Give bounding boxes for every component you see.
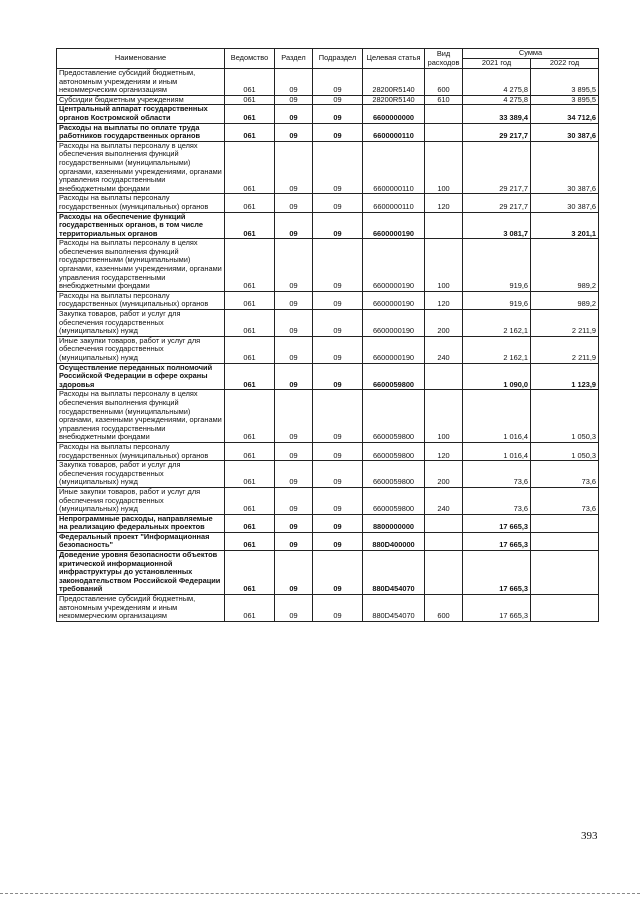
cell-target: 6600000190 <box>363 291 425 309</box>
cell-2022: 73,6 <box>531 487 599 514</box>
cell-2022: 989,2 <box>531 239 599 292</box>
table-row <box>57 442 599 460</box>
cell-exptype: 120 <box>425 194 463 212</box>
cell-target: 6600059800 <box>363 461 425 488</box>
cell-dept: 061 <box>225 105 275 123</box>
cell-target: 28200R5140 <box>363 69 425 96</box>
cell-dept: 061 <box>225 595 275 622</box>
cell-2022: 3 201,1 <box>531 212 599 239</box>
cell-exptype: 100 <box>425 141 463 194</box>
cell-exptype: 120 <box>425 442 463 460</box>
cell-section: 09 <box>275 461 313 488</box>
table-header <box>57 49 599 69</box>
table-body <box>57 69 599 622</box>
cell-2022: 30 387,6 <box>531 141 599 194</box>
cell-exptype: 200 <box>425 461 463 488</box>
table-row <box>57 461 599 488</box>
cell-name: Расходы на выплаты персоналу государственных (муниципальных) органов <box>57 194 225 212</box>
cell-name: Расходы на выплаты персоналу в целях обеспечения выполнения функций государственными (муниципальными) органами, казенными учреждениями, органами управления государственными внебюджетными фондами <box>57 390 225 443</box>
cell-target: 6600000110 <box>363 123 425 141</box>
cell-exptype: 100 <box>425 239 463 292</box>
cell-section: 09 <box>275 69 313 96</box>
cell-section: 09 <box>275 95 313 105</box>
cell-name: Иные закупки товаров, работ и услуг для обеспечения государственных (муниципальных) нужд <box>57 487 225 514</box>
cell-section: 09 <box>275 595 313 622</box>
cell-target: 6600000110 <box>363 141 425 194</box>
cell-2022: 1 050,3 <box>531 442 599 460</box>
cell-section: 09 <box>275 363 313 390</box>
cell-subsection: 09 <box>313 363 363 390</box>
cell-2021: 17 665,3 <box>463 551 531 595</box>
cell-name: Расходы на выплаты по оплате труда работников государственных органов <box>57 123 225 141</box>
cell-exptype <box>425 212 463 239</box>
cell-2021: 1 090,0 <box>463 363 531 390</box>
cell-name: Расходы на выплаты персоналу государственных (муниципальных) органов <box>57 291 225 309</box>
cell-2021: 4 275,8 <box>463 69 531 96</box>
cell-2022: 2 211,9 <box>531 336 599 363</box>
cell-name: Осуществление переданных полномочий Российской Федерации в сфере охраны здоровья <box>57 363 225 390</box>
cell-2022 <box>531 595 599 622</box>
cell-subsection: 09 <box>313 239 363 292</box>
cell-2021: 3 081,7 <box>463 212 531 239</box>
cell-2022: 3 895,5 <box>531 69 599 96</box>
header-2021: 2021 год <box>463 59 531 69</box>
cell-name: Закупка товаров, работ и услуг для обеспечения государственных (муниципальных) нужд <box>57 310 225 337</box>
cell-2022: 3 895,5 <box>531 95 599 105</box>
cell-dept: 061 <box>225 212 275 239</box>
cell-dept: 061 <box>225 442 275 460</box>
cell-subsection: 09 <box>313 291 363 309</box>
cell-exptype: 200 <box>425 310 463 337</box>
cell-2022: 30 387,6 <box>531 123 599 141</box>
cell-2021: 73,6 <box>463 461 531 488</box>
cell-target: 28200R5140 <box>363 95 425 105</box>
table-row <box>57 595 599 622</box>
cell-name: Предоставление субсидий бюджетным, автономным учреждениям и иным некоммерческим организациям <box>57 595 225 622</box>
cell-subsection: 09 <box>313 390 363 443</box>
cell-dept: 061 <box>225 390 275 443</box>
table-row <box>57 532 599 550</box>
cell-dept: 061 <box>225 291 275 309</box>
cell-name: Доведение уровня безопасности объектов критической информационной инфраструктуры до установленных законодательством Российской Федерации требований <box>57 551 225 595</box>
cell-2022 <box>531 532 599 550</box>
cell-target: 880D454070 <box>363 551 425 595</box>
cell-subsection: 09 <box>313 69 363 96</box>
table-row <box>57 291 599 309</box>
cell-2022: 30 387,6 <box>531 194 599 212</box>
cell-2021: 73,6 <box>463 487 531 514</box>
cell-target: 6600000190 <box>363 239 425 292</box>
budget-table <box>56 48 599 622</box>
cell-2022: 1 050,3 <box>531 390 599 443</box>
table-row <box>57 514 599 532</box>
cell-target: 6600000190 <box>363 336 425 363</box>
cell-2022 <box>531 514 599 532</box>
cell-2021: 29 217,7 <box>463 194 531 212</box>
cell-name: Предоставление субсидий бюджетным, автономным учреждениям и иным некоммерческим организациям <box>57 69 225 96</box>
cell-2022: 989,2 <box>531 291 599 309</box>
cell-subsection: 09 <box>313 141 363 194</box>
cell-name: Расходы на выплаты персоналу в целях обеспечения выполнения функций государственными (муниципальными) органами, казенными учреждениями, органами управления государственными внебюджетными фондами <box>57 141 225 194</box>
cell-target: 6600059800 <box>363 363 425 390</box>
table-row <box>57 141 599 194</box>
cell-section: 09 <box>275 442 313 460</box>
cell-dept: 061 <box>225 532 275 550</box>
cell-exptype <box>425 105 463 123</box>
cell-name: Субсидии бюджетным учреждениям <box>57 95 225 105</box>
cell-dept: 061 <box>225 95 275 105</box>
cell-target: 6600059800 <box>363 442 425 460</box>
cell-target: 8800000000 <box>363 514 425 532</box>
cell-2021: 29 217,7 <box>463 123 531 141</box>
table-row <box>57 551 599 595</box>
cell-section: 09 <box>275 141 313 194</box>
cell-dept: 061 <box>225 310 275 337</box>
cell-section: 09 <box>275 291 313 309</box>
cell-section: 09 <box>275 514 313 532</box>
cell-section: 09 <box>275 212 313 239</box>
cell-dept: 061 <box>225 123 275 141</box>
cell-name: Центральный аппарат государственных органов Костромской области <box>57 105 225 123</box>
cell-subsection: 09 <box>313 212 363 239</box>
cell-dept: 061 <box>225 487 275 514</box>
cell-dept: 061 <box>225 69 275 96</box>
table-row <box>57 95 599 105</box>
cell-section: 09 <box>275 532 313 550</box>
cell-name: Иные закупки товаров, работ и услуг для обеспечения государственных (муниципальных) нужд <box>57 336 225 363</box>
cell-2022: 1 123,9 <box>531 363 599 390</box>
page-number: 393 <box>581 830 598 842</box>
table-row <box>57 212 599 239</box>
cell-subsection: 09 <box>313 105 363 123</box>
cell-dept: 061 <box>225 194 275 212</box>
cell-2021: 2 162,1 <box>463 336 531 363</box>
cell-exptype: 120 <box>425 291 463 309</box>
table-row <box>57 487 599 514</box>
table-row <box>57 239 599 292</box>
cell-exptype <box>425 551 463 595</box>
cell-exptype: 240 <box>425 336 463 363</box>
cell-2021: 919,6 <box>463 239 531 292</box>
cell-section: 09 <box>275 551 313 595</box>
cell-target: 6600000190 <box>363 310 425 337</box>
cell-target: 880D400000 <box>363 532 425 550</box>
cell-subsection: 09 <box>313 551 363 595</box>
cell-dept: 061 <box>225 514 275 532</box>
cell-2021: 919,6 <box>463 291 531 309</box>
cell-2022 <box>531 551 599 595</box>
cell-subsection: 09 <box>313 442 363 460</box>
table-row <box>57 194 599 212</box>
header-section: Раздел <box>275 49 313 69</box>
cell-dept: 061 <box>225 363 275 390</box>
cell-target: 6600059800 <box>363 390 425 443</box>
budget-table-sheet <box>56 48 598 622</box>
cell-2021: 4 275,8 <box>463 95 531 105</box>
cell-subsection: 09 <box>313 336 363 363</box>
cell-2021: 33 389,4 <box>463 105 531 123</box>
cell-subsection: 09 <box>313 595 363 622</box>
cell-subsection: 09 <box>313 487 363 514</box>
cell-section: 09 <box>275 194 313 212</box>
header-target: Целевая статья <box>363 49 425 69</box>
cell-dept: 061 <box>225 239 275 292</box>
header-subsection: Подраздел <box>313 49 363 69</box>
cell-subsection: 09 <box>313 194 363 212</box>
header-exptype: Вид расходов <box>425 49 463 69</box>
cell-target: 880D454070 <box>363 595 425 622</box>
cell-section: 09 <box>275 239 313 292</box>
table-row <box>57 336 599 363</box>
cell-name: Расходы на обеспечение функций государственных органов, в том числе территориальных органов <box>57 212 225 239</box>
cell-subsection: 09 <box>313 95 363 105</box>
cell-exptype: 100 <box>425 390 463 443</box>
cell-dept: 061 <box>225 336 275 363</box>
cell-name: Расходы на выплаты персоналу государственных (муниципальных) органов <box>57 442 225 460</box>
cell-target: 6600000190 <box>363 212 425 239</box>
cell-exptype <box>425 123 463 141</box>
table-row <box>57 123 599 141</box>
header-dept: Ведомство <box>225 49 275 69</box>
cell-2021: 17 665,3 <box>463 514 531 532</box>
cell-2021: 1 016,4 <box>463 390 531 443</box>
cell-name: Федеральный проект "Информационная безопасность" <box>57 532 225 550</box>
footer-divider <box>0 893 640 894</box>
cell-2021: 1 016,4 <box>463 442 531 460</box>
cell-subsection: 09 <box>313 532 363 550</box>
cell-2021: 17 665,3 <box>463 595 531 622</box>
cell-dept: 061 <box>225 461 275 488</box>
cell-exptype <box>425 532 463 550</box>
cell-dept: 061 <box>225 141 275 194</box>
cell-exptype: 600 <box>425 69 463 96</box>
header-2022: 2022 год <box>531 59 599 69</box>
cell-target: 6600000110 <box>363 194 425 212</box>
cell-exptype: 600 <box>425 595 463 622</box>
header-name: Наименование <box>57 49 225 69</box>
cell-subsection: 09 <box>313 514 363 532</box>
cell-section: 09 <box>275 336 313 363</box>
table-row <box>57 310 599 337</box>
cell-2022: 34 712,6 <box>531 105 599 123</box>
cell-subsection: 09 <box>313 461 363 488</box>
cell-section: 09 <box>275 390 313 443</box>
cell-section: 09 <box>275 123 313 141</box>
cell-2022: 73,6 <box>531 461 599 488</box>
cell-exptype: 240 <box>425 487 463 514</box>
table-row <box>57 69 599 96</box>
cell-name: Расходы на выплаты персоналу в целях обеспечения выполнения функций государственными (муниципальными) органами, казенными учреждениями, органами управления государственными внебюджетными фондами <box>57 239 225 292</box>
cell-2022: 2 211,9 <box>531 310 599 337</box>
cell-2021: 17 665,3 <box>463 532 531 550</box>
cell-2021: 2 162,1 <box>463 310 531 337</box>
cell-target: 6600000000 <box>363 105 425 123</box>
cell-section: 09 <box>275 105 313 123</box>
cell-exptype <box>425 514 463 532</box>
cell-section: 09 <box>275 310 313 337</box>
table-row <box>57 390 599 443</box>
cell-name: Непрограммные расходы, направляемые на реализацию федеральных проектов <box>57 514 225 532</box>
cell-dept: 061 <box>225 551 275 595</box>
cell-target: 6600059800 <box>363 487 425 514</box>
cell-name: Закупка товаров, работ и услуг для обеспечения государственных (муниципальных) нужд <box>57 461 225 488</box>
cell-section: 09 <box>275 487 313 514</box>
table-row <box>57 105 599 123</box>
cell-2021: 29 217,7 <box>463 141 531 194</box>
table-row <box>57 363 599 390</box>
cell-subsection: 09 <box>313 310 363 337</box>
cell-subsection: 09 <box>313 123 363 141</box>
cell-exptype <box>425 363 463 390</box>
cell-exptype: 610 <box>425 95 463 105</box>
header-sum: Сумма <box>463 49 599 59</box>
